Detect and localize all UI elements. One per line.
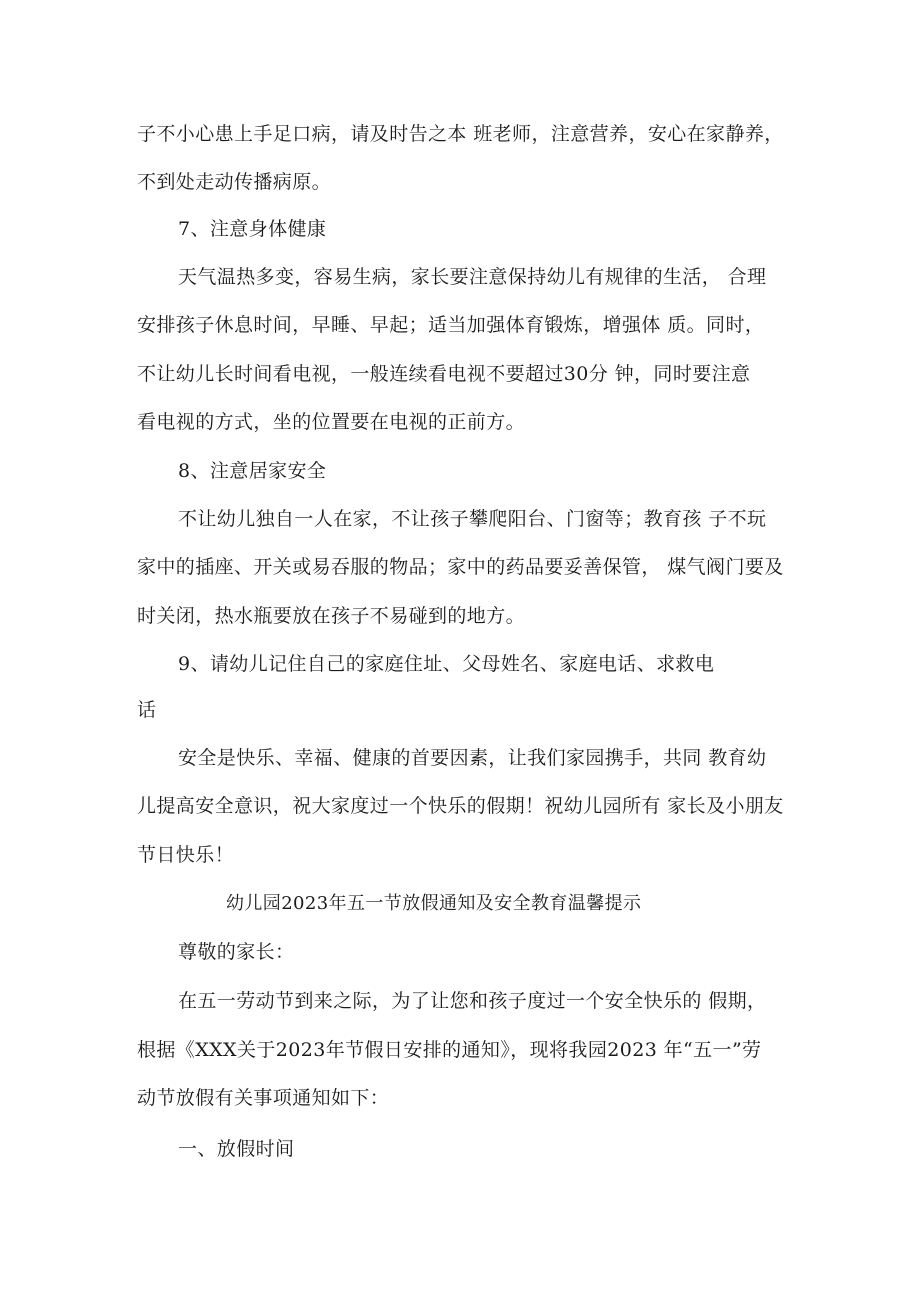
paragraph-line: 天气温热多变，容易生病，家长要注意保持幼儿有规律的生活， 合理 [178,266,767,288]
salutation: 尊敬的家长： [178,941,295,963]
section-heading-holiday-time: 一、放假时间 [178,1138,295,1160]
paragraph-line: 看电视的方式，坐的位置要在电视的正前方。 [137,411,526,433]
paragraph-line: 不让幼儿独自一人在家，不让孩子攀爬阳台、门窗等；教育孩 子不玩 [178,508,767,530]
paragraph-line: 在五一劳动节到来之际，为了让您和孩子度过一个安全快乐的 假期， [178,990,767,1012]
paragraph-line: 时关闭，热水瓶要放在孩子不易碰到的地方。 [137,605,526,627]
paragraph-line: 根据《XXX关于2023年节假日安排的通知》，现将我园2023 年“五一”劳 [137,1039,762,1061]
paragraph-line: 不到处走动传播病原。 [137,171,332,193]
paragraph-line: 安排孩子休息时间，早睡、早起；适当加强体育锻炼，增强体 质。同时， [137,314,765,336]
section-heading-7: 7、注意身体健康 [178,218,327,240]
paragraph-line: 安全是快乐、幸福、健康的首要因素，让我们家园携手，共同 教育幼 [178,747,767,769]
paragraph-line: 节日快乐！ [137,844,235,866]
document-title: 幼儿园2023年五一节放假通知及安全教育温馨提示 [226,893,642,914]
paragraph-line: 家中的插座、开关或易吞服的物品；家中的药品要妥善保管， 煤气阀门要及 [137,556,784,578]
section-heading-8: 8、注意居家安全 [178,460,327,482]
paragraph-line: 子不小心患上手足口病，请及时告之本 班老师，注意营养，安心在家静养， [137,123,784,145]
paragraph-line: 儿提高安全意识，祝大家度过一个快乐的假期！祝幼儿园所有 家长及小朋友 [137,795,784,817]
paragraph-line: 动节放假有关事项通知如下： [137,1087,390,1109]
section-heading-9: 9、请幼儿记住自己的家庭住址、父母姓名、家庭电话、求救电 [178,653,715,675]
paragraph-line: 不让幼儿长时间看电视，一般连续看电视不要超过30分 钟，同时要注意 [137,363,751,385]
paragraph-line: 话 [137,699,157,721]
